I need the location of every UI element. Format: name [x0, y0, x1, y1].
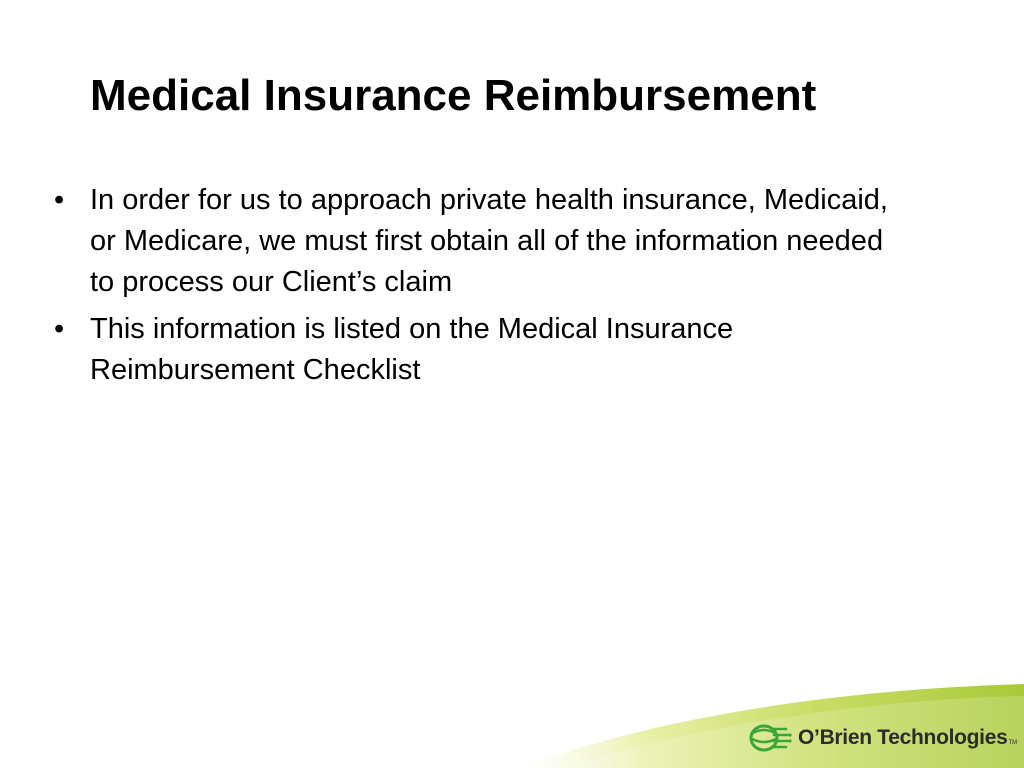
bullet-dot: •	[54, 184, 65, 216]
bullet-text: This information is listed on the Medical Insurance Reimbursement Checklist	[90, 313, 734, 386]
bullet-item	[50, 180, 910, 303]
bullet-list	[50, 180, 910, 397]
logo-text: O’Brien Technologies	[798, 726, 1008, 749]
trademark-mark: TM	[1008, 740, 1018, 746]
company-logo	[748, 722, 1017, 754]
bullet-text: In order for us to approach private health insurance, Medicaid, or Medicare, we must first obtain all of the information needed to process our Client’s claim	[90, 184, 888, 298]
bullet-item	[50, 309, 910, 391]
globe-arrow-icon	[748, 723, 792, 753]
slide-title: Medical Insurance Reimbursement	[90, 71, 817, 120]
bullet-dot: •	[54, 313, 65, 345]
